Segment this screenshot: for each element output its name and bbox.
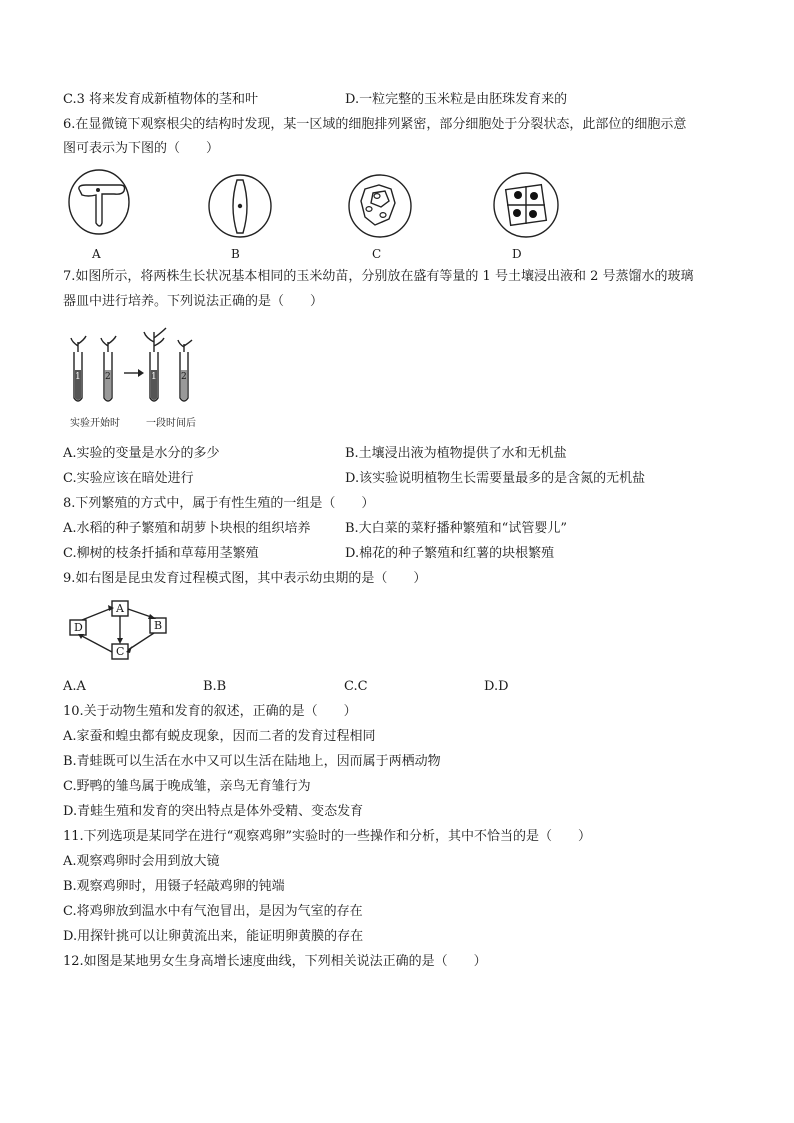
option-c-q10: C.野鸭的雏鸟属于晚成雏，亲鸟无育雏行为: [63, 779, 311, 794]
option-b-q7: B.土壤浸出液为植物提供了水和无机盐: [345, 446, 567, 461]
option-d-q8: D.棉花的种子繁殖和红薯的块根繁殖: [345, 546, 555, 561]
figure-6-label-c: C: [372, 247, 382, 261]
figure-7-tube-4-label: 2: [181, 372, 187, 382]
option-d-q10: D.青蛙生殖和发育的突出特点是体外受精、变态发育: [63, 804, 364, 819]
figure-6-label-a: A: [92, 247, 101, 261]
option-a-q7: A.实验的变量是水分的多少: [63, 446, 220, 461]
option-c-q5: C.3 将来发育成新植物体的茎和叶: [63, 92, 259, 107]
figure-6-cell-c: [345, 171, 415, 241]
question-8: 8.下列繁殖的方式中，属于有性生殖的一组是（ ）: [63, 496, 375, 511]
figure-9-node-c: C: [116, 645, 125, 658]
option-b-q8: B.大白菜的菜籽播种繁殖和“试管婴儿”: [345, 521, 567, 536]
figure-9-node-d: D: [74, 621, 83, 634]
question-12: 12.如图是某地男女生身高增长速度曲线，下列相关说法正确的是（ ）: [63, 954, 487, 969]
figure-7-tube-3-label: 1: [151, 372, 157, 382]
option-d-q9: D.D: [484, 679, 509, 694]
question-11: 11.下列选项是某同学在进行“观察鸡卵”实验时的一些操作和分析，其中不恰当的是（ ）: [63, 829, 591, 844]
option-b-q9: B.B: [203, 679, 227, 694]
option-c-q8: C.柳树的枝条扦插和草莓用茎繁殖: [63, 546, 259, 561]
figure-7-test-tubes: [66, 328, 201, 413]
option-a-q9: A.A: [63, 679, 86, 694]
option-d-q11: D.用探针挑可以让卵黄流出来，能证明卵黄膜的存在: [63, 929, 364, 944]
option-b-q11: B.观察鸡卵时，用镊子轻敲鸡卵的钝端: [63, 879, 285, 894]
option-d-q5: D.一粒完整的玉米粒是由胚珠发育来的: [345, 92, 568, 107]
option-a-q8: A.水稻的种子繁殖和胡萝卜块根的组织培养: [63, 521, 311, 536]
option-a-q11: A.观察鸡卵时会用到放大镜: [63, 854, 220, 869]
question-9: 9.如右图是昆虫发育过程模式图，其中表示幼虫期的是（ ）: [63, 571, 427, 586]
figure-6-label-b: B: [231, 247, 240, 261]
figure-9-node-a: A: [116, 602, 124, 615]
figure-7-caption-start: 实验开始时: [70, 418, 120, 429]
option-a-q10: A.家蚕和蝗虫都有蜕皮现象，因而二者的发育过程相同: [63, 729, 376, 744]
figure-6-label-d: D: [512, 247, 522, 261]
figure-6-cell-d: [490, 169, 562, 241]
figure-6-cell-b: [205, 171, 275, 241]
option-d-q7: D.该实验说明植物生长需要量最多的是含氮的无机盐: [345, 471, 646, 486]
option-c-q9: C.C: [344, 679, 368, 694]
figure-7-caption-after: 一段时间后: [146, 418, 196, 429]
option-b-q10: B.青蛙既可以生活在水中又可以生活在陆地上，因而属于两栖动物: [63, 754, 441, 769]
figure-7-tube-1-label: 1: [75, 372, 81, 382]
question-6-line2: 图可表示为下图的（ ）: [63, 141, 220, 156]
question-10: 10.关于动物生殖和发育的叙述，正确的是（ ）: [63, 704, 357, 719]
option-c-q11: C.将鸡卵放到温水中有气泡冒出，是因为气室的存在: [63, 904, 363, 919]
question-7-line1: 7.如图所示，将两株生长状况基本相同的玉米幼苗，分别放在盛有等量的 1 号土壤浸出液和 2 号蒸馏水的玻璃: [63, 269, 694, 284]
option-c-q7: C.实验应该在暗处进行: [63, 471, 194, 486]
figure-7-tube-2-label: 2: [105, 372, 111, 382]
question-6-line1: 6.在显微镜下观察根尖的结构时发现，某一区域的细胞排列紧密，部分细胞处于分裂状态，此部位的细胞示意: [63, 117, 687, 132]
figure-9-node-b: B: [154, 619, 163, 632]
figure-6-cell-a: [66, 167, 132, 237]
question-7-line2: 器皿中进行培养。下列说法正确的是（ ）: [63, 294, 324, 309]
